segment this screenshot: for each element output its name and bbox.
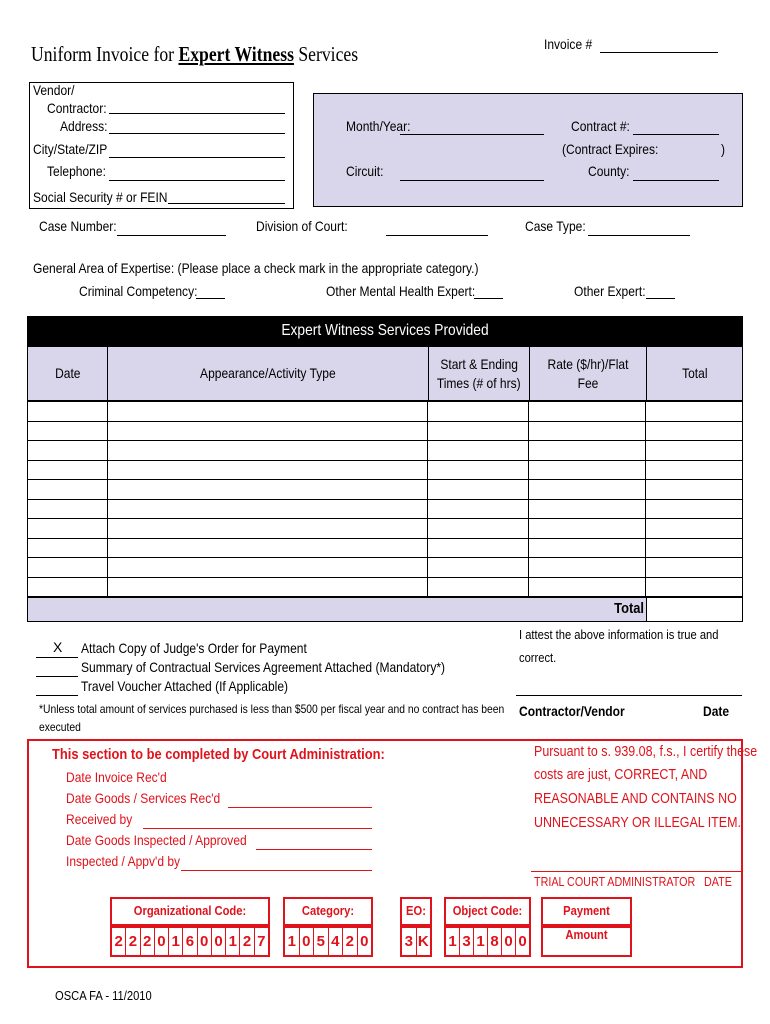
table-cell[interactable] [28, 558, 108, 578]
table-cell[interactable] [529, 460, 646, 480]
table-cell[interactable] [529, 519, 646, 539]
table-cell[interactable] [107, 460, 428, 480]
table-cell[interactable] [428, 441, 529, 461]
ssn-fein-field[interactable] [168, 203, 285, 204]
tca-signature-line[interactable] [531, 871, 741, 872]
inspected-by-field[interactable] [181, 870, 372, 871]
invoice-number-label: Invoice # [544, 36, 593, 52]
travel-label: Travel Voucher Attached (If Applicable) [81, 678, 289, 694]
table-cell[interactable] [646, 519, 743, 539]
table-cell[interactable] [428, 519, 529, 539]
table-row [28, 499, 743, 519]
table-cell[interactable] [646, 480, 743, 500]
court-admin-heading: This section to be completed by Court Administration: [52, 746, 385, 763]
object-digit: 8 [487, 928, 501, 955]
table-cell[interactable] [28, 538, 108, 558]
org-code-label: Organizational Code: [133, 903, 247, 918]
attest-date-label: Date [703, 703, 730, 719]
travel-check-line[interactable] [36, 695, 78, 696]
org-digit: 1 [225, 928, 239, 955]
org-digit: 0 [211, 928, 225, 955]
other-expert-label: Other Expert: [574, 283, 646, 299]
col-times-text-2: Times (# of hrs) [437, 374, 521, 391]
table-cell[interactable] [428, 538, 529, 558]
category-digit: 5 [313, 928, 328, 955]
table-cell[interactable] [28, 499, 108, 519]
certify-line-3: REASONABLE AND CONTAINS NO [534, 791, 737, 807]
object-digit: 3 [459, 928, 473, 955]
case-number-label: Case Number: [39, 218, 117, 234]
contract-number-field[interactable] [633, 134, 719, 135]
table-cell[interactable] [646, 538, 743, 558]
org-digit: 7 [254, 928, 268, 955]
table-cell[interactable] [428, 421, 529, 441]
col-activity-text: Appearance/Activity Type [200, 365, 336, 382]
judge-order-mark: X [53, 639, 63, 655]
month-year-field[interactable] [400, 134, 544, 135]
table-cell[interactable] [529, 577, 646, 597]
table-row [28, 441, 743, 461]
title-bold: Expert Witness [178, 42, 294, 66]
division-of-court-label: Division of Court: [256, 218, 348, 234]
table-cell[interactable] [28, 441, 108, 461]
contractor-vendor-label: Contractor/Vendor [519, 703, 625, 719]
date-inspected-label: Date Goods Inspected / Approved [66, 832, 247, 848]
org-digit: 0 [197, 928, 211, 955]
table-cell[interactable] [646, 577, 743, 597]
table-cell[interactable] [107, 558, 428, 578]
table-cell[interactable] [428, 499, 529, 519]
table-cell[interactable] [28, 460, 108, 480]
table-cell[interactable] [646, 499, 743, 519]
category-digit: 2 [342, 928, 357, 955]
table-cell[interactable] [529, 538, 646, 558]
attest-line-2: correct. [519, 650, 557, 665]
total-label: Total [614, 600, 644, 617]
col-date-header [27, 346, 108, 401]
contract-expires-close: ) [721, 141, 726, 157]
other-expert-check[interactable] [646, 298, 675, 299]
col-times-text-1: Start & Ending [440, 356, 518, 373]
payment-amount-label: Payment Amount [563, 903, 610, 942]
footnote-line-1: *Unless total amount of services purchased is less than $500 per fiscal year and no contract has been [39, 702, 505, 716]
org-code-digits [110, 926, 270, 957]
table-cell[interactable] [428, 577, 529, 597]
circuit-label: Circuit: [346, 163, 384, 179]
org-digit: 6 [182, 928, 196, 955]
col-total-header [646, 346, 743, 401]
summary-label: Summary of Contractual Services Agreement Attached (Mandatory*) [81, 659, 446, 675]
judge-order-label: Attach Copy of Judge's Order for Payment [81, 640, 307, 656]
invoice-number-field[interactable] [600, 52, 718, 53]
table-cell[interactable] [529, 558, 646, 578]
vendor-label: Vendor/ [33, 82, 75, 98]
table-cell[interactable] [646, 558, 743, 578]
contract-number-label: Contract #: [571, 118, 630, 134]
col-times-header [428, 346, 530, 401]
footnote-line-2: executed [39, 720, 81, 734]
table-row [28, 538, 743, 558]
form-title [31, 42, 358, 67]
table-cell[interactable] [529, 499, 646, 519]
telephone-label: Telephone: [47, 163, 106, 179]
table-cell[interactable] [428, 558, 529, 578]
table-cell[interactable] [646, 402, 743, 422]
certify-line-2: costs are just, CORRECT, AND [534, 767, 708, 783]
certify-line-4: UNNECESSARY OR ILLEGAL ITEM. [534, 815, 741, 831]
table-cell[interactable] [428, 402, 529, 422]
case-type-field[interactable] [588, 235, 690, 236]
table-cell[interactable] [107, 402, 428, 422]
eo-digit: K [416, 928, 431, 955]
table-cell[interactable] [28, 480, 108, 500]
other-mental-health-label: Other Mental Health Expert: [326, 283, 476, 299]
table-row [28, 480, 743, 500]
eo-digits [400, 926, 432, 957]
table-cell[interactable] [428, 460, 529, 480]
division-of-court-field[interactable] [386, 235, 488, 236]
circuit-field[interactable] [400, 180, 544, 181]
eo-digit: 3 [404, 933, 413, 950]
inspected-by-label: Inspected / Appv'd by [66, 853, 181, 869]
eo-label-box [400, 897, 432, 926]
col-activity-header [107, 346, 429, 401]
table-cell[interactable] [107, 441, 428, 461]
table-cell[interactable] [529, 402, 646, 422]
ssn-fein-label: Social Security # or FEIN [33, 189, 168, 205]
table-cell[interactable] [107, 519, 428, 539]
judge-order-check-line[interactable] [36, 657, 78, 658]
table-cell[interactable] [107, 577, 428, 597]
table-cell[interactable] [107, 499, 428, 519]
eo-label: EO: [406, 903, 426, 918]
payment-amount-field[interactable] [541, 926, 632, 957]
contract-box [313, 93, 743, 207]
criminal-competency-check[interactable] [196, 298, 225, 299]
telephone-field[interactable] [109, 180, 285, 181]
object-digit: 1 [473, 928, 487, 955]
org-digit: 2 [140, 928, 154, 955]
col-total-text: Total [681, 365, 708, 382]
summary-check-line[interactable] [36, 676, 78, 677]
table-cell[interactable] [107, 421, 428, 441]
month-year-label: Month/Year: [346, 118, 411, 134]
received-by-label: Received by [66, 811, 133, 827]
col-date-text: Date [54, 365, 81, 382]
org-digit: 0 [154, 928, 168, 955]
contractor-label: Contractor: [47, 100, 107, 116]
table-cell[interactable] [646, 441, 743, 461]
attest-line-1: I attest the above information is true and [519, 627, 719, 642]
total-row [27, 597, 647, 622]
expertise-intro: General Area of Expertise: (Please place a check mark in the appropriate category.) [33, 260, 479, 276]
col-rate-header [529, 346, 647, 401]
table-cell[interactable] [107, 538, 428, 558]
other-mental-health-check[interactable] [474, 298, 503, 299]
table-row [28, 402, 743, 422]
table-cell[interactable] [28, 519, 108, 539]
tca-label: TRIAL COURT ADMINISTRATOR [534, 875, 696, 889]
address-label: Address: [60, 118, 108, 134]
table-cell[interactable] [646, 421, 743, 441]
date-goods-label: Date Goods / Services Rec'd [66, 790, 221, 806]
table-cell[interactable] [646, 460, 743, 480]
case-type-label: Case Type: [525, 218, 586, 234]
col-rate-text: Rate ($/hr)/Flat Fee [547, 356, 629, 391]
table-row [28, 558, 743, 578]
object-digit: 0 [515, 928, 529, 955]
services-table-body [27, 401, 743, 597]
category-digits [283, 926, 373, 957]
table-cell[interactable] [529, 441, 646, 461]
services-banner-text: Expert Witness Services Provided [281, 322, 489, 339]
criminal-competency-label: Criminal Competency: [79, 283, 198, 299]
object-code-digits [444, 926, 531, 957]
table-cell[interactable] [529, 480, 646, 500]
grand-total-field[interactable] [646, 597, 743, 622]
category-digit: 0 [357, 928, 372, 955]
county-label: County: [588, 163, 630, 179]
table-cell[interactable] [529, 421, 646, 441]
org-digit: 2 [125, 928, 139, 955]
payment-amount-label-box [541, 897, 632, 942]
date-goods-field[interactable] [228, 807, 372, 808]
object-digit: 1 [448, 933, 457, 950]
category-digit: 0 [299, 928, 314, 955]
address-field[interactable] [109, 133, 285, 134]
city-state-zip-field[interactable] [109, 157, 285, 158]
category-label: Category: [301, 903, 355, 918]
title-post: Services [293, 42, 359, 66]
received-by-field[interactable] [143, 828, 372, 829]
category-digit: 1 [287, 933, 296, 950]
date-invoice-label: Date Invoice Rec'd [66, 769, 167, 785]
object-digit: 0 [501, 928, 515, 955]
contract-expires-label: (Contract Expires: [562, 141, 659, 157]
table-row [28, 421, 743, 441]
object-code-label-box [444, 897, 531, 926]
tca-date-label: DATE [704, 875, 732, 889]
table-row [28, 460, 743, 480]
form-id: OSCA FA - 11/2010 [55, 988, 152, 1003]
city-state-zip-label: City/State/ZIP [33, 141, 108, 157]
contractor-signature-line[interactable] [516, 695, 742, 696]
county-field[interactable] [633, 180, 719, 181]
table-cell[interactable] [28, 421, 108, 441]
table-cell[interactable] [107, 480, 428, 500]
certify-line-1: Pursuant to s. 939.08, f.s., I certify these [534, 744, 758, 760]
org-digit: 2 [239, 928, 253, 955]
table-cell[interactable] [28, 402, 108, 422]
case-number-field[interactable] [117, 235, 226, 236]
category-label-box [283, 897, 373, 926]
object-code-label: Object Code: [452, 903, 523, 918]
date-inspected-field[interactable] [256, 849, 372, 850]
contractor-field[interactable] [109, 113, 285, 114]
org-digit: 1 [168, 928, 182, 955]
table-cell[interactable] [428, 480, 529, 500]
table-cell[interactable] [28, 577, 108, 597]
org-digit: 2 [114, 933, 123, 950]
category-digit: 4 [328, 928, 343, 955]
table-row [28, 519, 743, 539]
table-row [28, 577, 743, 597]
org-code-label-box [110, 897, 270, 926]
title-pre: Uniform Invoice for [31, 42, 179, 66]
